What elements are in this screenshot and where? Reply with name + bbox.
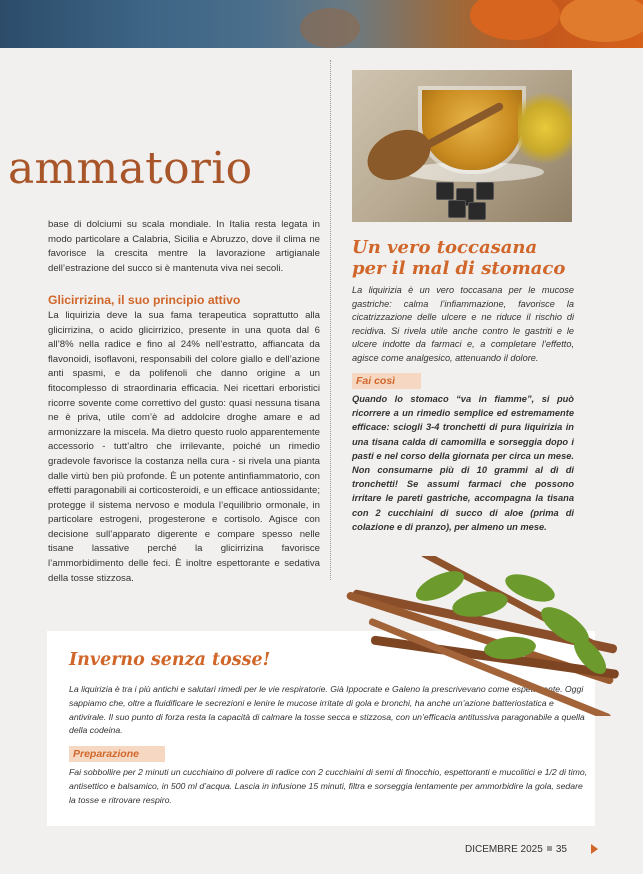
tea-photo [352, 70, 572, 222]
licorice-roots-illustration [330, 556, 630, 716]
autumn-foliage [300, 8, 360, 48]
fai-cosi-label: Fai così [352, 373, 421, 389]
top-autumn-photo [0, 0, 643, 48]
licorice-cube [448, 200, 466, 218]
page-title: ammatorio [8, 143, 253, 194]
preparation-text: Fai sobbollire per 2 minuti un cucchiaino di polvere di radice con 2 cucchiaini di semi di finocchio, espettoranti e mucolitici e 1/2 di timo, antisettico e balsamico, in 500 ml d’acqua. Lascia in infusione 15 minuti, filtra e sorseggia lentamente per ammorbidire la gola, sedare la tosse e ritrovare respiro. [69, 767, 588, 805]
cough-box-title: Inverno senza tosse! [69, 650, 271, 670]
section-title-glicirrizina: Glicirrizina, il suo principio attivo [48, 293, 241, 308]
intro-paragraph: base di dolciumi su scala mondiale. In Italia resta legata in modo particolare a Calabria, Sicilia e Abruzzo, dove il clima ne favorisce la crescita mentre la lavorazione artigianale dell’estrazione del succo si è mantenuta viva nei secoli. [48, 219, 320, 274]
page-footer [465, 844, 567, 855]
left-column [48, 218, 320, 586]
licorice-cube [436, 182, 454, 200]
separator-square [547, 846, 552, 851]
page-number: 35 [555, 844, 567, 855]
issue-date: DICEMBRE 2025 [465, 844, 543, 855]
licorice-cube [468, 202, 486, 220]
next-page-arrow-icon[interactable] [591, 844, 598, 854]
cough-box-text: La liquirizia è tra i più antichi e salutari rimedi per le vie respiratorie. Già Ippocrate e Galeno la prescrivevano come espettorante. Oggi sappiamo che, oltre a fluidificare le secrezioni e lenire le mucose irritate di gola e bronchi, ha anche un’azione batteriostatica e antivirale. Il suo punto di forza resta la capacità di calmare la tosse secca e stizzosa, con un’efficacia antitussiva paragonabile a quella della codeina. [69, 684, 585, 736]
column-divider [330, 60, 331, 580]
stomach-lead-text: La liquirizia è un vero toccasana per le mucose gastriche: calma l’infiammazione, favorisce la cicatrizzazione delle ulcere e ne riduce il rischio di recidiva. Si rivela utile anche contro le gastriti e le ulcere indotte da farmaci e, a completare l’effetto, agisce come analgesico, attenuando il dolore. [352, 285, 574, 363]
preparazione-label: Preparazione [69, 746, 165, 762]
autumn-foliage [560, 0, 643, 42]
fennel-flower [518, 88, 572, 168]
tea-cup [422, 90, 522, 170]
stomach-section-title: Un vero toccasana per il mal di stomaco [352, 237, 566, 279]
stomach-instructions: Quando lo stomaco “va in fiamme”, si può ricorrere a un rimedio semplice ed estremamente efficace: sciogli 3-4 tronchetti di pura liquirizia in una tisana calda di camomilla e sorseggia dopo i pasti e nel corso della giornata per circa un mese. Non consumarne più di 10 grammi al dì di tronchetti! Se assumi farmaci che possono irritare le pareti gastriche, accompagna la tisana con 2 cucchiaini di succo di aloe (prima di colazione e di pranzo), per almeno un mese. [352, 394, 574, 532]
licorice-cube [476, 182, 494, 200]
glicirrizina-paragraph: La liquirizia deve la sua fama terapeutica soprattutto alla glicirrizina, o acido glicirrizico, presente in una quota dal 6 all’8% nella radice e fino al 24% nell’estratto, affiancata da flavonoidi, isoflavoni, responsabili del colore giallo e dell’azione anti spasmi, e da polifenoli che danno origine a un fitocomplesso di straordinaria efficacia. Nei ricettari erboristici ricorre sovente come correttivo del gusto: quasi nessuna tisana ne è priva, utile com’è ad addolcire droghe amare e ad armonizzare la miscela. Ma dietro questo ruolo apparentemente accessorio - tutt’altro che irrilevante, poiché un rimedio gradevole favorisce la costanza nella cura - si rivela una pianta dalle virtù ben più profonde. È un potente antinfiammatorio, con effetti paragonabili ai corticosteroidi, e un efficace antiossidante; protegge il sistema nervoso e modula l’equilibrio ormonale, in particolare estrogeni, progesterone e cortisolo. Agisce con decisione sull’apparato digerente e compare spesso nelle tisane lassative perché la glicirrizina favorisce l’ammorbidimento delle feci. È inoltre espettorante e sedativa della tosse stizzosa. [48, 309, 320, 584]
stomach-section [352, 237, 574, 534]
autumn-foliage [470, 0, 560, 40]
